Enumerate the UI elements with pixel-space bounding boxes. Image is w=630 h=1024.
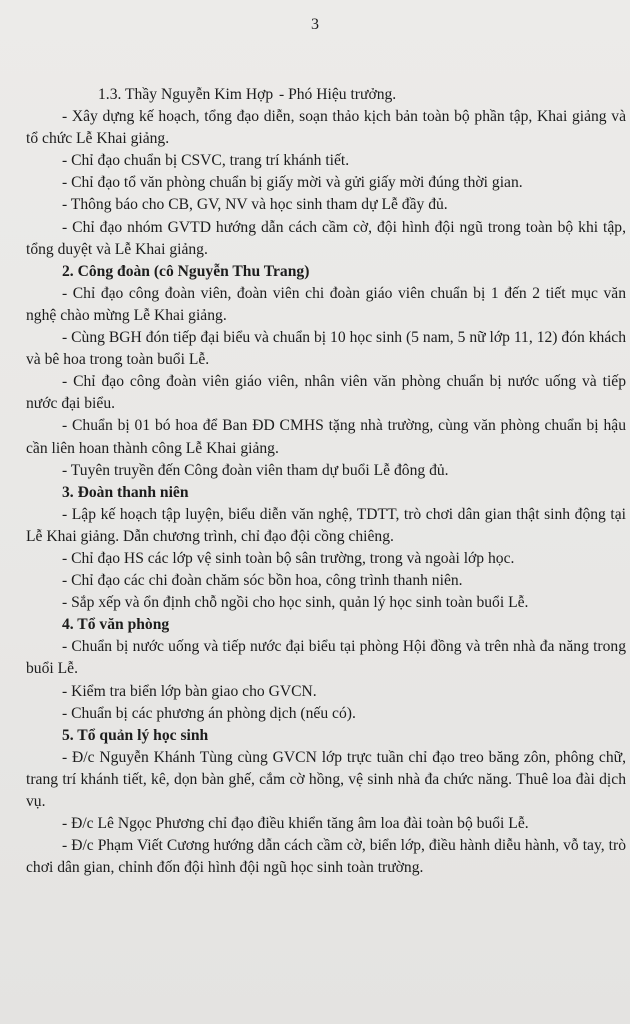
section-3-heading: 3. Đoàn thanh niên	[62, 483, 189, 501]
list-item: - Chuẩn bị các phương án phòng dịch (nếu có).	[62, 704, 356, 722]
list-item: - Đ/c Phạm Viết Cương hướng dẫn cách cầm cờ, biển lớp, điều hành diễu hành, vỗ tay, trò chơi dân gian, chỉnh đốn đội hình đội ngũ học sinh toàn trường.	[26, 837, 626, 877]
list-item: - Chỉ đạo HS các lớp vệ sinh toàn bộ sân trường, trong và ngoài lớp học.	[62, 549, 515, 567]
section-4-heading: 4. Tổ văn phòng	[62, 616, 170, 634]
list-item: - Chỉ đạo tổ văn phòng chuẩn bị giấy mời và gửi giấy mời đúng thời gian.	[62, 174, 523, 192]
list-item: - Chỉ đạo chuẩn bị CSVC, trang trí khánh tiết.	[62, 152, 350, 170]
list-item: - Cùng BGH đón tiếp đại biểu và chuẩn bị 10 học sinh (5 nam, 5 nữ lớp 11, 12) đón khách và bê hoa trong toàn buổi Lễ.	[26, 329, 626, 369]
list-item: - Đ/c Lê Ngọc Phương chỉ đạo điều khiển tăng âm loa đài toàn bộ buổi Lễ.	[62, 815, 529, 833]
list-item: - Đ/c Nguyễn Khánh Tùng cùng GVCN lớp trực tuần chỉ đạo treo băng zôn, phông chữ, trang trí khánh tiết, kê, dọn bàn ghế, cắm cờ hồng, vệ sinh nhà đa chức năng. Thuê loa đài dịch vụ.	[26, 748, 626, 810]
list-item: - Kiểm tra biển lớp bàn giao cho GVCN.	[62, 682, 317, 700]
list-item: - Chuẩn bị 01 bó hoa để Ban ĐD CMHS tặng nhà trường, cùng văn phòng chuẩn bị hậu cần liên hoan thành công Lễ Khai giảng.	[26, 417, 626, 457]
section-5-heading: 5. Tổ quản lý học sinh	[62, 726, 209, 744]
section-1-3-title: 1.3. Thầy Nguyễn Kim Hợp	[98, 86, 274, 103]
list-item: - Thông báo cho CB, GV, NV và học sinh tham dự Lễ đầy đủ.	[62, 196, 448, 214]
section-1-3-header	[26, 84, 626, 106]
list-item: - Sắp xếp và ổn định chỗ ngồi cho học sinh, quản lý học sinh toàn buổi Lễ.	[62, 594, 529, 612]
list-item: - Chỉ đạo nhóm GVTD hướng dẫn cách cầm cờ, đội hình đội ngũ trong toàn bộ khi tập, tổng duyệt và Lễ Khai giảng.	[26, 218, 626, 258]
list-item: - Xây dựng kế hoạch, tổng đạo diễn, soạn thảo kịch bản toàn bộ phần tập, Khai giảng và tổ chức Lễ Khai giảng.	[26, 108, 626, 148]
document-body	[26, 84, 626, 879]
section-1-3-role: - Phó Hiệu trưởng.	[279, 86, 397, 103]
list-item: - Lập kế hoạch tập luyện, biểu diễn văn nghệ, TDTT, trò chơi dân gian thật sinh động tại Lễ Khai giảng. Dẫn chương trình, chỉ đạo đội cồng chiêng.	[26, 505, 626, 545]
list-item: - Chỉ đạo công đoàn viên, đoàn viên chi đoàn giáo viên chuẩn bị 1 đến 2 tiết mục văn nghệ chào mừng Lễ Khai giảng.	[26, 284, 626, 324]
page-number: 3	[311, 16, 319, 33]
list-item: - Chuẩn bị nước uống và tiếp nước đại biểu tại phòng Hội đồng và trên nhà đa năng trong buổi Lễ.	[26, 638, 626, 678]
list-item: - Chỉ đạo các chi đoàn chăm sóc bồn hoa, công trình thanh niên.	[62, 572, 463, 590]
list-item: - Tuyên truyền đến Công đoàn viên tham dự buổi Lễ đông đủ.	[62, 461, 449, 479]
list-item: - Chỉ đạo công đoàn viên giáo viên, nhân viên văn phòng chuẩn bị nước uống và tiếp nước đại biểu.	[26, 373, 626, 413]
section-2-heading: 2. Công đoàn (cô Nguyễn Thu Trang)	[62, 262, 310, 280]
